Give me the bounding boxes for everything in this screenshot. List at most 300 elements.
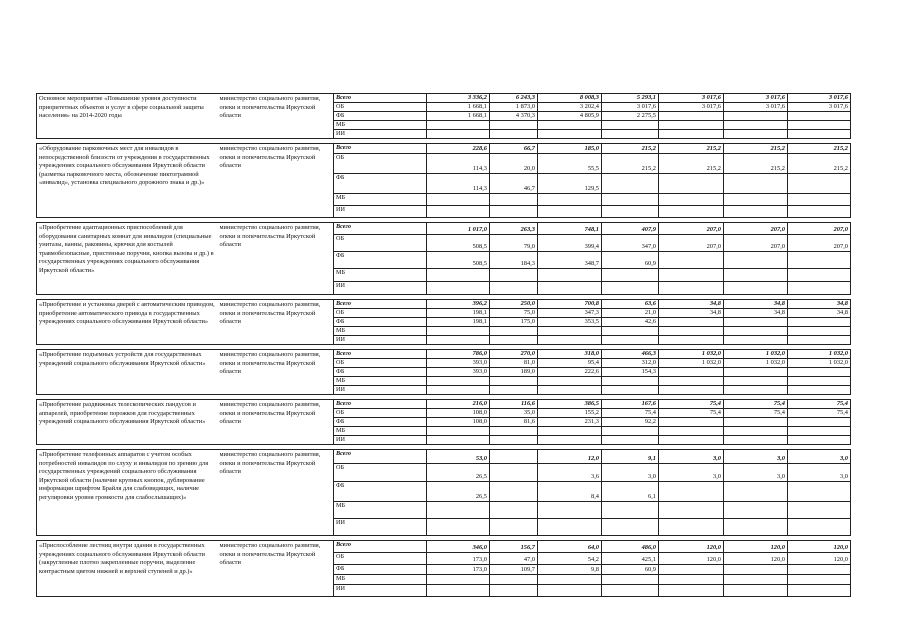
amount-cell	[724, 436, 788, 445]
funding-source: ФБ	[334, 174, 427, 194]
activity-name: «Приспособление лестниц внутри здания в государственных учреждениях социального обслуживания Иркутской области (закругленные плотно закрепленные поручни, выделение контрастным цветом нижней и верхней ступеней и др.)»	[37, 541, 218, 597]
amount-cell: 173,0	[427, 553, 490, 565]
funding-source: Всего	[334, 94, 427, 103]
amount-cell	[659, 519, 724, 536]
amount-cell: 215,2	[659, 154, 724, 174]
amount-cell	[490, 436, 538, 445]
amount-cell: 34,8	[659, 309, 724, 318]
amount-cell	[724, 386, 788, 395]
amount-cell: 34,8	[724, 309, 788, 318]
amount-cell: 26,5	[427, 464, 490, 482]
amount-cell	[659, 565, 724, 575]
amount-cell: 207,0	[659, 235, 724, 252]
amount-cell: 1 017,0	[427, 223, 490, 235]
amount-cell	[724, 269, 788, 282]
amount-cell: 46,7	[490, 174, 538, 194]
amount-cell	[538, 585, 602, 597]
amount-cell: 215,2	[724, 144, 788, 154]
amount-cell: 81,0	[490, 359, 538, 368]
amount-cell: 215,2	[659, 144, 724, 154]
activity-name: «Оборудование парковочных мест для инвалидов в непосредственной близости от учреждения в государственных учреждениях социального обслуживания Иркутской области (разметка парковочного места, обозначение пиктограммой «инвалид», установка специального дорожного знака и др.)»	[37, 144, 218, 218]
amount-cell: 3,0	[788, 450, 851, 464]
amount-cell	[724, 327, 788, 336]
responsible-executor: министерство социального развития, опеки и попечительства Иркутской области	[218, 144, 334, 218]
amount-cell: 1 032,0	[788, 359, 851, 368]
amount-cell: 222,6	[538, 368, 602, 377]
amount-cell	[659, 327, 724, 336]
amount-cell: 55,5	[538, 154, 602, 174]
amount-cell	[602, 585, 659, 597]
amount-cell: 508,5	[427, 252, 490, 269]
amount-cell	[724, 427, 788, 436]
amount-cell	[724, 336, 788, 345]
amount-cell	[602, 174, 659, 194]
amount-cell	[538, 377, 602, 386]
amount-cell: 3 017,6	[659, 103, 724, 112]
amount-cell: 3 017,6	[788, 103, 851, 112]
amount-cell: 393,0	[427, 359, 490, 368]
funding-source: ФБ	[334, 112, 427, 121]
amount-cell	[788, 206, 851, 218]
amount-cell	[659, 252, 724, 269]
amount-cell	[659, 174, 724, 194]
amount-cell	[602, 519, 659, 536]
funding-source: ИИ	[334, 282, 427, 295]
amount-cell: 79,0	[490, 235, 538, 252]
table-row	[37, 300, 851, 309]
amount-cell	[427, 502, 490, 519]
amount-cell	[659, 112, 724, 121]
amount-cell	[427, 585, 490, 597]
amount-cell	[490, 585, 538, 597]
table-body	[37, 94, 851, 597]
amount-cell: 109,7	[490, 565, 538, 575]
amount-cell	[659, 575, 724, 585]
amount-cell: 270,0	[490, 350, 538, 359]
amount-cell: 120,0	[659, 553, 724, 565]
amount-cell	[427, 377, 490, 386]
amount-cell: 393,0	[427, 368, 490, 377]
amount-cell	[538, 130, 602, 139]
activity-name: «Приобретение телефонных аппаратов с учетом особых потребностей инвалидов по слуху и инвалидов по зрению для государственных учреждений социального обслуживания Иркутской области (наличие крупных кнопок, дублирование информации шрифтом Брайля для слабовидящих, наличие регулировки уровня громкости для слабослышащих)»	[37, 450, 218, 536]
activity-name: Основное мероприятие «Повышение уровня доступности приоритетных объектов и услуг в сфере социальной защиты населения» на 2014-2020 годы	[37, 94, 218, 139]
amount-cell	[602, 282, 659, 295]
amount-cell	[788, 427, 851, 436]
amount-cell: 60,9	[602, 565, 659, 575]
amount-cell: 1 668,1	[427, 112, 490, 121]
amount-cell	[788, 585, 851, 597]
amount-cell: 207,0	[788, 235, 851, 252]
amount-cell	[538, 269, 602, 282]
amount-cell: 3,0	[659, 450, 724, 464]
amount-cell	[490, 269, 538, 282]
amount-cell: 207,0	[788, 223, 851, 235]
amount-cell	[659, 368, 724, 377]
amount-cell: 4 370,3	[490, 112, 538, 121]
amount-cell	[724, 519, 788, 536]
amount-cell: 2 275,5	[602, 112, 659, 121]
amount-cell	[602, 336, 659, 345]
amount-cell: 312,0	[602, 359, 659, 368]
amount-cell: 60,9	[602, 252, 659, 269]
amount-cell	[427, 130, 490, 139]
responsible-executor: министерство социального развития, опеки и попечительства Иркутской области	[218, 450, 334, 536]
amount-cell: 407,9	[602, 223, 659, 235]
amount-cell: 748,1	[538, 223, 602, 235]
amount-cell	[724, 206, 788, 218]
funding-source: МБ	[334, 121, 427, 130]
amount-cell: 486,0	[602, 541, 659, 553]
amount-cell: 263,3	[490, 223, 538, 235]
amount-cell	[538, 206, 602, 218]
amount-cell: 347,3	[538, 309, 602, 318]
amount-cell: 3 017,6	[659, 94, 724, 103]
amount-cell: 399,4	[538, 235, 602, 252]
amount-cell	[602, 269, 659, 282]
amount-cell: 1 032,0	[788, 350, 851, 359]
amount-cell	[490, 464, 538, 482]
amount-cell: 12,0	[538, 450, 602, 464]
funding-source: Всего	[334, 541, 427, 553]
funding-source: ФБ	[334, 482, 427, 502]
amount-cell: 3 017,6	[788, 94, 851, 103]
amount-cell: 3,0	[788, 464, 851, 482]
funding-source: МБ	[334, 575, 427, 585]
amount-cell	[538, 436, 602, 445]
amount-cell	[724, 377, 788, 386]
amount-cell: 4 805,9	[538, 112, 602, 121]
amount-cell: 466,3	[602, 350, 659, 359]
amount-cell	[788, 327, 851, 336]
amount-cell: 700,8	[538, 300, 602, 309]
amount-cell: 120,0	[724, 553, 788, 565]
amount-cell: 81,6	[490, 418, 538, 427]
amount-cell	[427, 282, 490, 295]
funding-source: ИИ	[334, 130, 427, 139]
activity-name: «Приобретение раздвижных телескопических пандусов и аппарелей, приобретение порожков для государственных учреждений социального обслуживания Иркутской области»	[37, 400, 218, 445]
amount-cell: 207,0	[724, 223, 788, 235]
amount-cell: 215,2	[788, 154, 851, 174]
amount-cell: 120,0	[788, 553, 851, 565]
amount-cell	[788, 386, 851, 395]
amount-cell: 1 032,0	[724, 350, 788, 359]
amount-cell: 184,3	[490, 252, 538, 269]
amount-cell: 75,4	[602, 409, 659, 418]
amount-cell	[724, 130, 788, 139]
amount-cell: 198,1	[427, 309, 490, 318]
amount-cell	[659, 269, 724, 282]
funding-source: ФБ	[334, 318, 427, 327]
responsible-executor: министерство социального развития, опеки и попечительства Иркутской области	[218, 223, 334, 295]
funding-source: ОБ	[334, 409, 427, 418]
amount-cell	[538, 575, 602, 585]
amount-cell: 3,0	[659, 464, 724, 482]
amount-cell: 75,0	[490, 309, 538, 318]
amount-cell: 42,6	[602, 318, 659, 327]
amount-cell	[427, 194, 490, 206]
amount-cell	[427, 327, 490, 336]
amount-cell: 216,0	[427, 400, 490, 409]
amount-cell	[788, 519, 851, 536]
funding-source: ОБ	[334, 309, 427, 318]
amount-cell	[659, 318, 724, 327]
amount-cell: 3 017,6	[724, 103, 788, 112]
amount-cell: 26,5	[427, 482, 490, 502]
amount-cell: 231,3	[538, 418, 602, 427]
amount-cell	[490, 575, 538, 585]
amount-cell: 6,1	[602, 482, 659, 502]
amount-cell	[724, 174, 788, 194]
amount-cell	[659, 377, 724, 386]
funding-source: МБ	[334, 269, 427, 282]
activity-name: «Приобретение и установка дверей с автоматическим приводом, приобретение автоматического привода в государственных учреждениях социального обслуживания Иркутской области»	[37, 300, 218, 345]
funding-source: ИИ	[334, 519, 427, 536]
responsible-executor: министерство социального развития, опеки и попечительства Иркутской области	[218, 94, 334, 139]
amount-cell	[490, 206, 538, 218]
amount-cell: 250,0	[490, 300, 538, 309]
amount-cell	[602, 427, 659, 436]
funding-source: МБ	[334, 194, 427, 206]
amount-cell: 3 017,6	[724, 94, 788, 103]
amount-cell: 63,6	[602, 300, 659, 309]
funding-source: МБ	[334, 502, 427, 519]
amount-cell	[788, 368, 851, 377]
amount-cell	[490, 450, 538, 464]
amount-cell	[490, 194, 538, 206]
funding-source: ФБ	[334, 252, 427, 269]
amount-cell	[659, 121, 724, 130]
amount-cell: 228,6	[427, 144, 490, 154]
amount-cell	[788, 282, 851, 295]
table-row	[37, 350, 851, 359]
amount-cell	[602, 327, 659, 336]
amount-cell	[602, 130, 659, 139]
amount-cell	[427, 206, 490, 218]
amount-cell	[538, 386, 602, 395]
amount-cell	[788, 194, 851, 206]
amount-cell: 64,0	[538, 541, 602, 553]
amount-cell	[724, 282, 788, 295]
amount-cell	[788, 112, 851, 121]
funding-source: ФБ	[334, 418, 427, 427]
amount-cell: 53,0	[427, 450, 490, 464]
activity-name: «Приобретение подъемных устройств для государственных учреждений социального обслуживания Иркутской области»	[37, 350, 218, 395]
amount-cell	[659, 386, 724, 395]
amount-cell	[724, 418, 788, 427]
funding-source: Всего	[334, 144, 427, 154]
amount-cell: 1 032,0	[724, 359, 788, 368]
amount-cell: 386,5	[538, 400, 602, 409]
amount-cell: 20,0	[490, 154, 538, 174]
amount-cell	[788, 482, 851, 502]
amount-cell	[724, 502, 788, 519]
amount-cell	[490, 386, 538, 395]
amount-cell	[724, 482, 788, 502]
amount-cell: 114,3	[427, 154, 490, 174]
amount-cell: 35,0	[490, 409, 538, 418]
table-row	[37, 144, 851, 154]
amount-cell: 21,0	[602, 309, 659, 318]
funding-source: Всего	[334, 350, 427, 359]
funding-source: ФБ	[334, 368, 427, 377]
amount-cell: 8 008,3	[538, 94, 602, 103]
amount-cell	[490, 519, 538, 536]
amount-cell	[659, 427, 724, 436]
amount-cell: 75,4	[659, 409, 724, 418]
amount-cell: 8,4	[538, 482, 602, 502]
amount-cell: 95,4	[538, 359, 602, 368]
amount-cell	[788, 575, 851, 585]
amount-cell	[427, 269, 490, 282]
amount-cell	[788, 121, 851, 130]
amount-cell	[490, 336, 538, 345]
amount-cell: 189,0	[490, 368, 538, 377]
amount-cell	[659, 482, 724, 502]
amount-cell: 9,8	[538, 565, 602, 575]
amount-cell: 215,2	[724, 154, 788, 174]
amount-cell	[490, 282, 538, 295]
funding-source: ОБ	[334, 103, 427, 112]
funding-source: Всего	[334, 300, 427, 309]
amount-cell	[490, 502, 538, 519]
amount-cell	[659, 418, 724, 427]
amount-cell: 156,7	[490, 541, 538, 553]
amount-cell	[659, 194, 724, 206]
funding-source: ИИ	[334, 436, 427, 445]
amount-cell	[490, 130, 538, 139]
funding-source: ОБ	[334, 553, 427, 565]
amount-cell: 1 032,0	[659, 359, 724, 368]
amount-cell: 353,5	[538, 318, 602, 327]
table-row	[37, 223, 851, 235]
amount-cell	[538, 327, 602, 336]
amount-cell	[427, 519, 490, 536]
table-row	[37, 400, 851, 409]
amount-cell	[602, 121, 659, 130]
amount-cell	[788, 502, 851, 519]
amount-cell	[659, 436, 724, 445]
amount-cell: 215,2	[602, 154, 659, 174]
amount-cell: 3,0	[724, 450, 788, 464]
funding-source: МБ	[334, 327, 427, 336]
amount-cell: 185,0	[538, 144, 602, 154]
amount-cell: 348,7	[538, 252, 602, 269]
amount-cell: 1 873,0	[490, 103, 538, 112]
amount-cell: 347,0	[602, 235, 659, 252]
amount-cell	[788, 174, 851, 194]
amount-cell: 92,2	[602, 418, 659, 427]
amount-cell: 425,1	[602, 553, 659, 565]
amount-cell	[724, 585, 788, 597]
funding-source: ИИ	[334, 386, 427, 395]
amount-cell	[659, 502, 724, 519]
funding-source: МБ	[334, 427, 427, 436]
amount-cell: 116,6	[490, 400, 538, 409]
amount-cell	[427, 336, 490, 345]
amount-cell	[659, 206, 724, 218]
amount-cell: 155,2	[538, 409, 602, 418]
amount-cell	[427, 575, 490, 585]
amount-cell: 75,4	[724, 400, 788, 409]
amount-cell: 34,8	[788, 300, 851, 309]
responsible-executor: министерство социального развития, опеки и попечительства Иркутской области	[218, 400, 334, 445]
amount-cell	[538, 502, 602, 519]
amount-cell	[602, 386, 659, 395]
amount-cell: 3 202,4	[538, 103, 602, 112]
amount-cell: 207,0	[659, 223, 724, 235]
amount-cell	[602, 502, 659, 519]
amount-cell	[788, 436, 851, 445]
amount-cell	[659, 585, 724, 597]
amount-cell	[490, 482, 538, 502]
amount-cell	[602, 436, 659, 445]
amount-cell	[538, 519, 602, 536]
amount-cell	[538, 427, 602, 436]
amount-cell: 34,8	[788, 309, 851, 318]
funding-source: Всего	[334, 450, 427, 464]
amount-cell	[788, 269, 851, 282]
amount-cell	[427, 427, 490, 436]
amount-cell: 6 243,3	[490, 94, 538, 103]
table-row	[37, 94, 851, 103]
funding-source: ОБ	[334, 464, 427, 482]
table-row	[37, 541, 851, 553]
program-finance-table	[36, 93, 851, 597]
amount-cell: 75,4	[724, 409, 788, 418]
funding-source: ОБ	[334, 154, 427, 174]
funding-source: МБ	[334, 377, 427, 386]
funding-source: ОБ	[334, 235, 427, 252]
amount-cell	[538, 194, 602, 206]
amount-cell	[602, 377, 659, 386]
amount-cell: 508,5	[427, 235, 490, 252]
amount-cell	[490, 427, 538, 436]
amount-cell: 173,0	[427, 565, 490, 575]
amount-cell	[538, 336, 602, 345]
amount-cell: 3,0	[602, 464, 659, 482]
amount-cell: 54,2	[538, 553, 602, 565]
amount-cell: 108,0	[427, 409, 490, 418]
amount-cell	[659, 282, 724, 295]
amount-cell: 3,0	[724, 464, 788, 482]
amount-cell	[724, 368, 788, 377]
amount-cell	[724, 112, 788, 121]
amount-cell	[538, 121, 602, 130]
funding-source: Всего	[334, 223, 427, 235]
amount-cell: 3,6	[538, 464, 602, 482]
amount-cell	[427, 386, 490, 395]
amount-cell	[788, 130, 851, 139]
amount-cell: 66,7	[490, 144, 538, 154]
amount-cell	[602, 206, 659, 218]
amount-cell: 108,0	[427, 418, 490, 427]
amount-cell: 318,0	[538, 350, 602, 359]
amount-cell: 1 668,1	[427, 103, 490, 112]
amount-cell	[490, 121, 538, 130]
amount-cell	[602, 575, 659, 585]
amount-cell	[724, 252, 788, 269]
funding-source: ФБ	[334, 565, 427, 575]
table-row	[37, 450, 851, 464]
amount-cell: 120,0	[659, 541, 724, 553]
responsible-executor: министерство социального развития, опеки и попечительства Иркутской области	[218, 350, 334, 395]
amount-cell: 114,3	[427, 174, 490, 194]
amount-cell	[788, 565, 851, 575]
amount-cell	[490, 377, 538, 386]
amount-cell	[724, 565, 788, 575]
responsible-executor: министерство социального развития, опеки и попечительства Иркутской области	[218, 300, 334, 345]
amount-cell: 167,6	[602, 400, 659, 409]
